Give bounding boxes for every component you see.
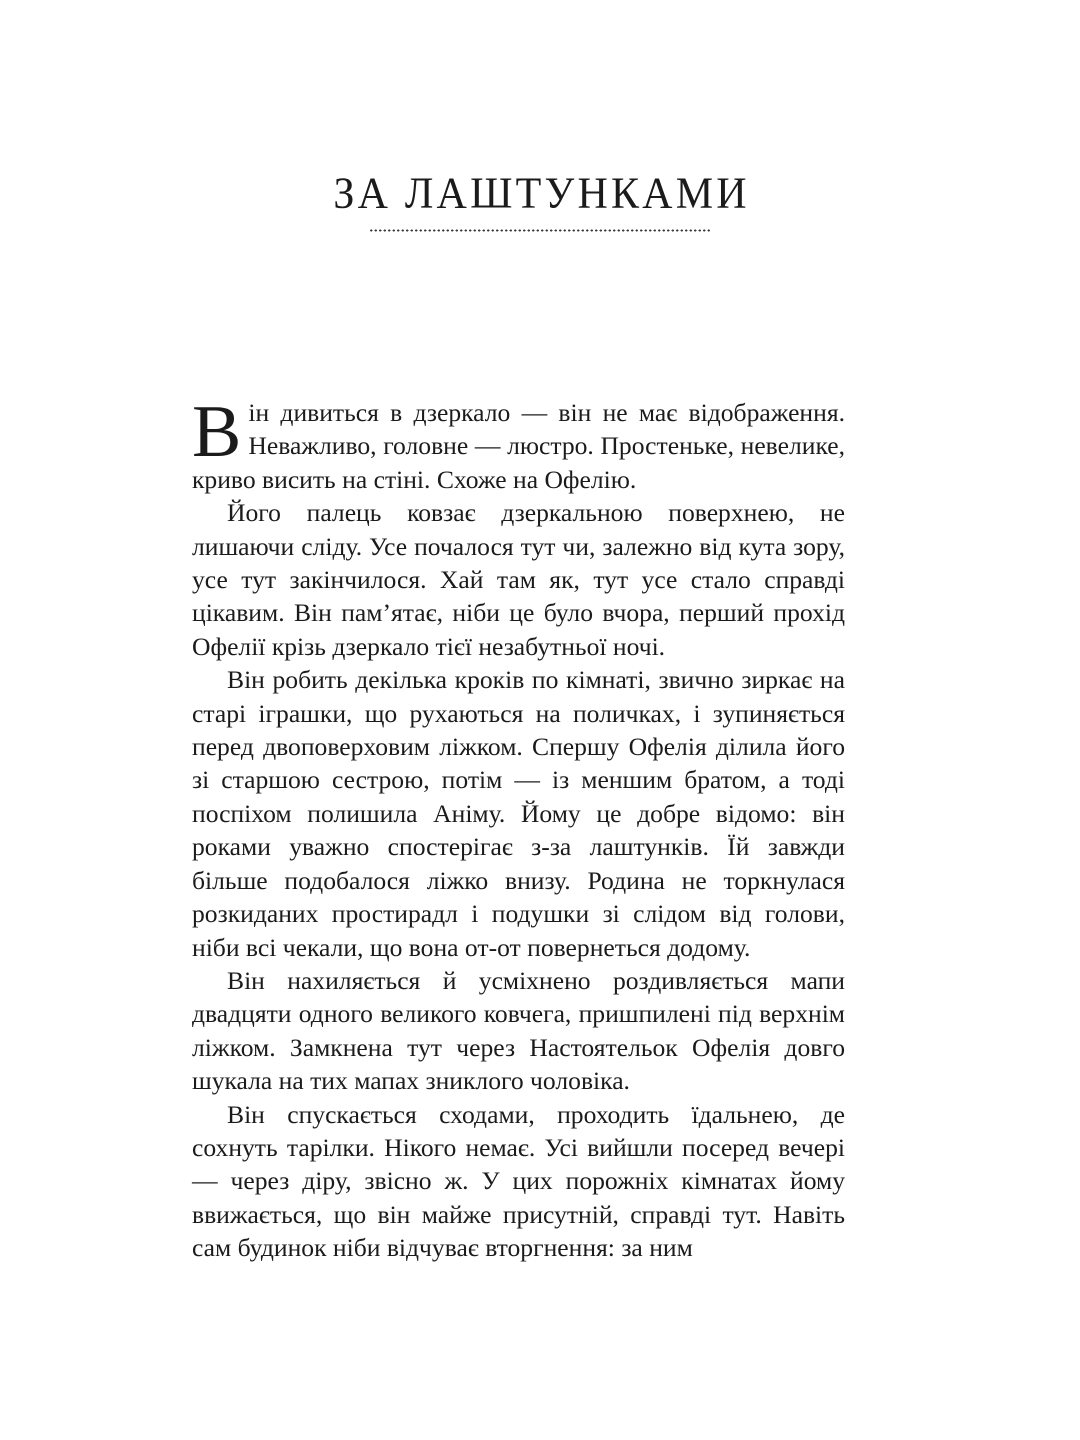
paragraph-2: Його палець ковзає дзеркальною поверхнею, не лишаючи сліду. Усе почалося тут чи, залежно від кута зору, усе тут закінчилося. Хай там як, тут усе стало справді цікавим. Він пам’ятає, ніби це було вчора, перший прохід Офелії крізь дзеркало тієї незабутньої ночі. bbox=[192, 498, 845, 661]
paragraph-5: Він спускається сходами, проходить їдальнею, де сохнуть тарілки. Нікого немає. Усі вийшли посеред вечері — через діру, звісно ж. У цих порожніх кімнатах йому ввижається, що він майже присутній, справді тут. Навіть сам будинок ніби відчуває вторгнення: за ним bbox=[192, 1099, 845, 1263]
body-text-block bbox=[192, 391, 845, 1265]
paragraph-4: Він нахиляється й усміхнено роздивляється мапи двадцяти одного великого ковчега, пришпилені під верхнім ліжком. Замкнена тут через Настоятельок Офелія довго шукала на тих мапах зниклого чоловіка. bbox=[192, 965, 845, 1096]
chapter-header bbox=[0, 169, 1080, 232]
page-title: ЗА ЛАШТУНКАМИ bbox=[333, 169, 750, 218]
paragraph-1: Він дивиться в дзеркало — він не має відображення. Неважливо, головне — люстро. Простеньке, невелике, криво висить на стіні. Схоже на Офелію. bbox=[192, 391, 845, 494]
dotted-rule-ornament-icon bbox=[369, 229, 711, 232]
paragraph-3: Він робить декілька кроків по кімнаті, звично зиркає на старі іграшки, що рухаються на поличках, і зупиняється перед двоповерховим ліжком. Спершу Офелія ділила його зі старшою сестрою, потім — із меншим братом, а тоді поспіхом полишила Аніму. Йому це добре відомо: він роками уважно спостерігає з-за лаштунків. Їй завжди більше подобалося ліжко внизу. Родина не торкнулася розкиданих простирадл і подушки зі слідом від голови, ніби всі чекали, що вона от-от повернеться додому. bbox=[192, 665, 845, 962]
